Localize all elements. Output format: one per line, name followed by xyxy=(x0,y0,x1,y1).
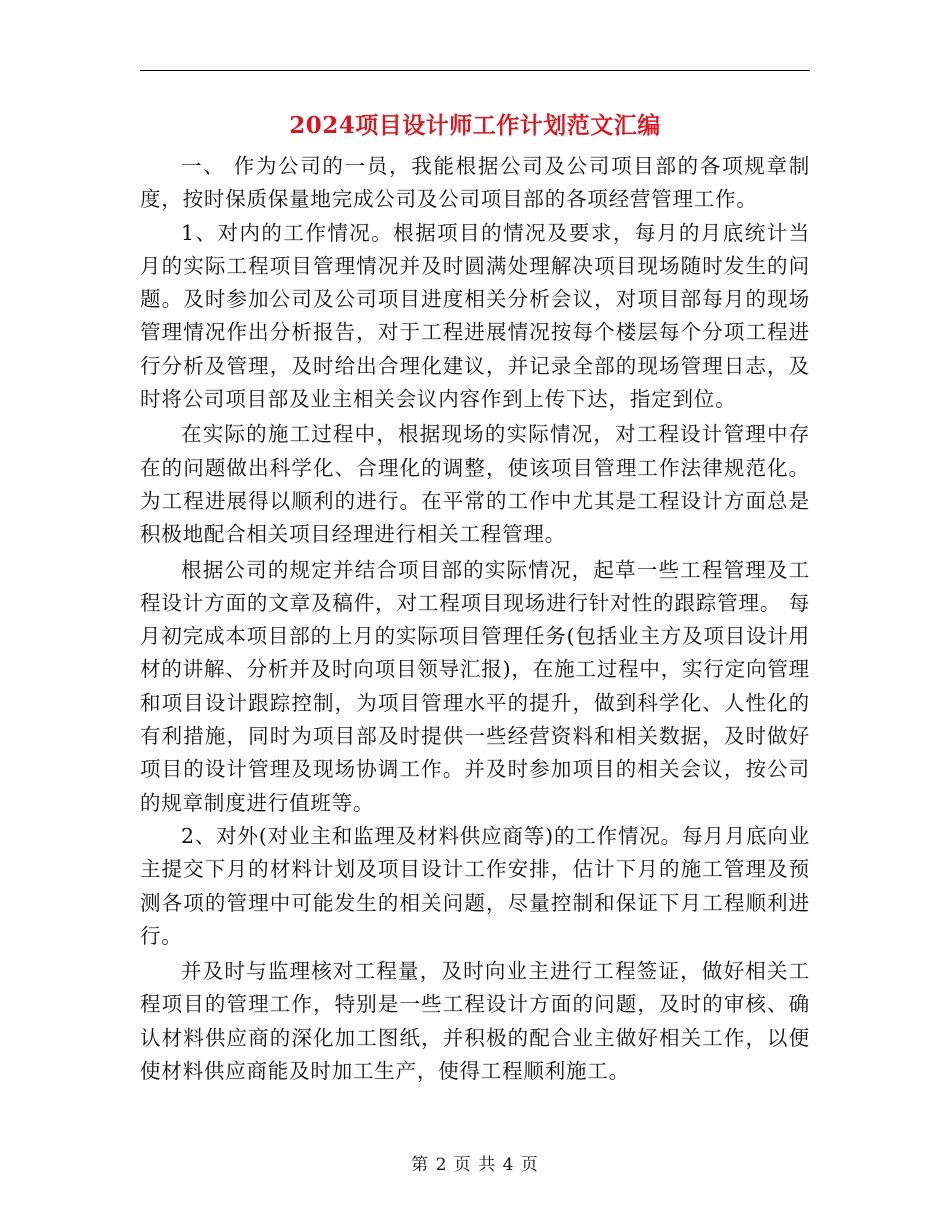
page-number: 第 2 页 共 4 页 xyxy=(411,1155,539,1175)
paragraph-1: 一、 作为公司的一员，我能根据公司及公司项目部的各项规章制度，按时保质保量地完成公司及公司项目部的各项经营管理工作。 xyxy=(140,154,810,212)
paragraph-6: 并及时与监理核对工程量，及时向业主进行工程签证，做好相关工程项目的管理工作，特别是一些工程设计方面的问题，及时的审核、确认材料供应商的深化加工图纸，并积极的配合业主做好相关工作，以便使材料供应商能及时加工生产，使得工程顺利施工。 xyxy=(140,959,810,1084)
document-body xyxy=(140,150,810,1088)
header-rule xyxy=(140,70,810,71)
paragraph-5: 2、对外(对业主和监理及材料供应商等)的工作情况。每月月底向业主提交下月的材料计划及项目设计工作安排，估计下月的施工管理及预测各项的管理中可能发生的相关问题，尽量控制和保证下月工程顺利进行。 xyxy=(140,823,810,948)
paragraph-2: 1、对内的工作情况。根据项目的情况及要求，每月的月底统计当月的实际工程项目管理情况并及时圆满处理解决项目现场随时发生的问题。及时参加公司及公司项目进度相关分析会议，对项目部每月的现场管理情况作出分析报告，对于工程进展情况按每个楼层每个分项工程进行分析及管理，及时给出合理化建议，并记录全部的现场管理日志，及时将公司项目部及业主相关会议内容作到上传下达，指定到位。 xyxy=(140,220,810,412)
paragraph-4: 根据公司的规定并结合项目部的实际情况，起草一些工程管理及工程设计方面的文章及稿件，对工程项目现场进行针对性的跟踪管理。 每月初完成本项目部的上月的实际项目管理任务(包括业主方及项目设计用材的讲解、分析并及时向项目领导汇报)，在施工过程中，实行定向管理和项目设计跟踪控制，为项目管理水平的提升，做到科学化、人性化的有利措施，同时为项目部及时提供一些经营资料和相关数据，及时做好项目的设计管理及现场协调工作。并及时参加项目的相关会议，按公司的规章制度进行值班等。 xyxy=(140,557,810,815)
paragraph-3: 在实际的施工过程中，根据现场的实际情况，对工程设计管理中存在的问题做出科学化、合理化的调整，使该项目管理工作法律规范化。为工程进展得以顺利的进行。在平常的工作中尤其是工程设计方面总是积极地配合相关项目经理进行相关工程管理。 xyxy=(140,422,810,547)
document-title: 2024项目设计师工作计划范文汇编 xyxy=(289,112,661,139)
